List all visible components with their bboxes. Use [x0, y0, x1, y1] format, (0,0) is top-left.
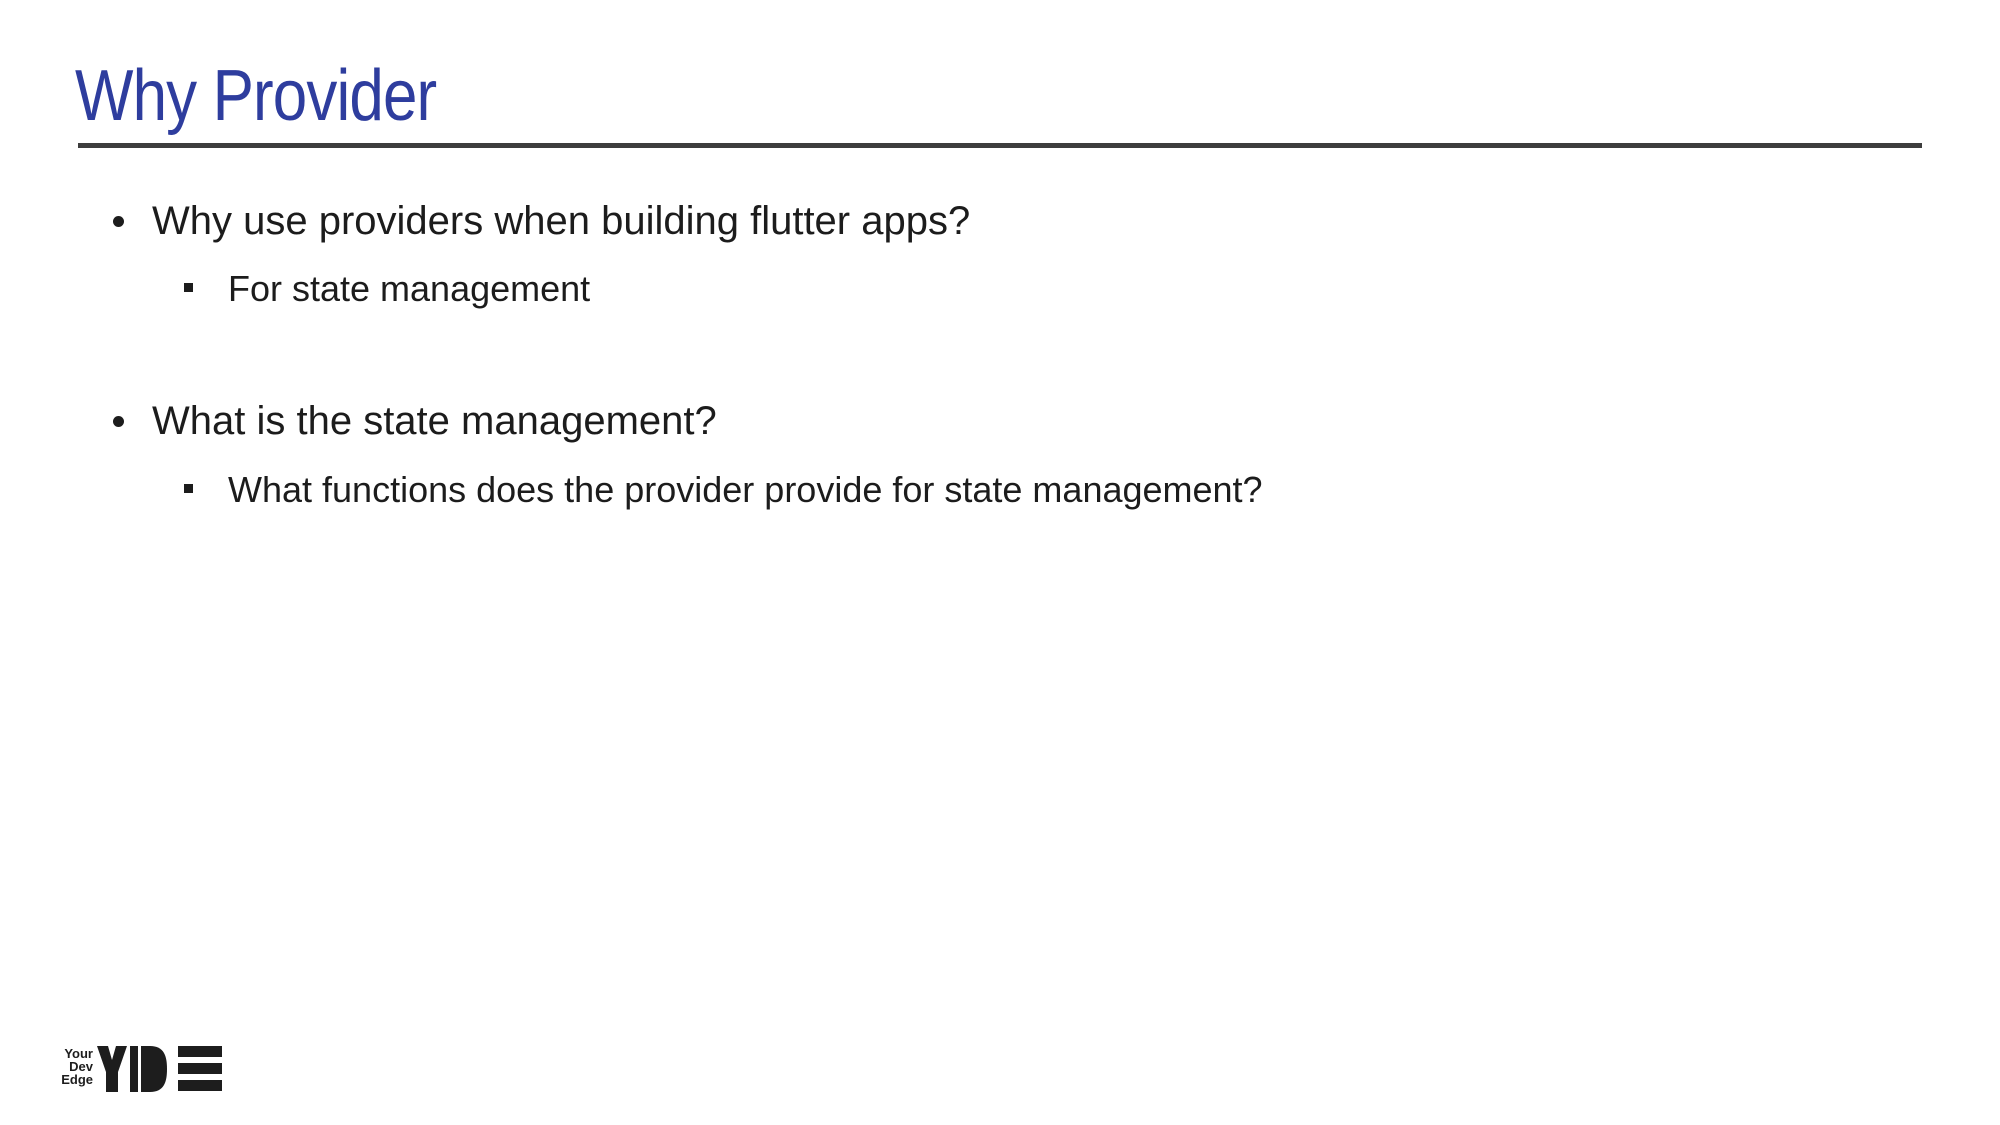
- bullet-dot-icon: [113, 216, 124, 227]
- slide-title: Why Provider: [75, 56, 437, 136]
- sub-bullet-text: For state management: [228, 268, 591, 309]
- logo-letter-e-bar-top: [178, 1046, 222, 1057]
- logo-letter-y: [97, 1046, 127, 1092]
- logo-letter-e-bar-middle: [178, 1063, 222, 1074]
- bullet-dot-icon: [113, 416, 124, 427]
- bullet-item: [113, 401, 717, 441]
- logo-tagline-edge: Edge: [61, 1072, 93, 1087]
- sub-bullet-item: [184, 268, 591, 309]
- logo-monogram-yde: [97, 1046, 222, 1092]
- logo-letter-d-stem: [130, 1046, 138, 1092]
- bullet-square-icon: [184, 484, 193, 493]
- your-dev-edge-logo: [60, 1044, 222, 1094]
- title-underline-rule: [78, 143, 1922, 148]
- sub-bullet-item: [184, 469, 1263, 510]
- yde-logo-graphic: [60, 1044, 222, 1094]
- bullet-item: [113, 201, 970, 241]
- bullet-square-icon: [184, 283, 193, 292]
- bullet-text: What is the state management?: [152, 399, 717, 443]
- bullet-text: Why use providers when building flutter apps?: [152, 199, 971, 243]
- logo-tagline-your: Your: [64, 1046, 93, 1061]
- sub-bullet-text: What functions does the provider provide for state management?: [228, 469, 1263, 510]
- logo-letter-e-bar-bottom: [178, 1080, 222, 1091]
- logo-letter-d-bowl: [141, 1046, 167, 1092]
- logo-tagline-dev: Dev: [69, 1059, 93, 1074]
